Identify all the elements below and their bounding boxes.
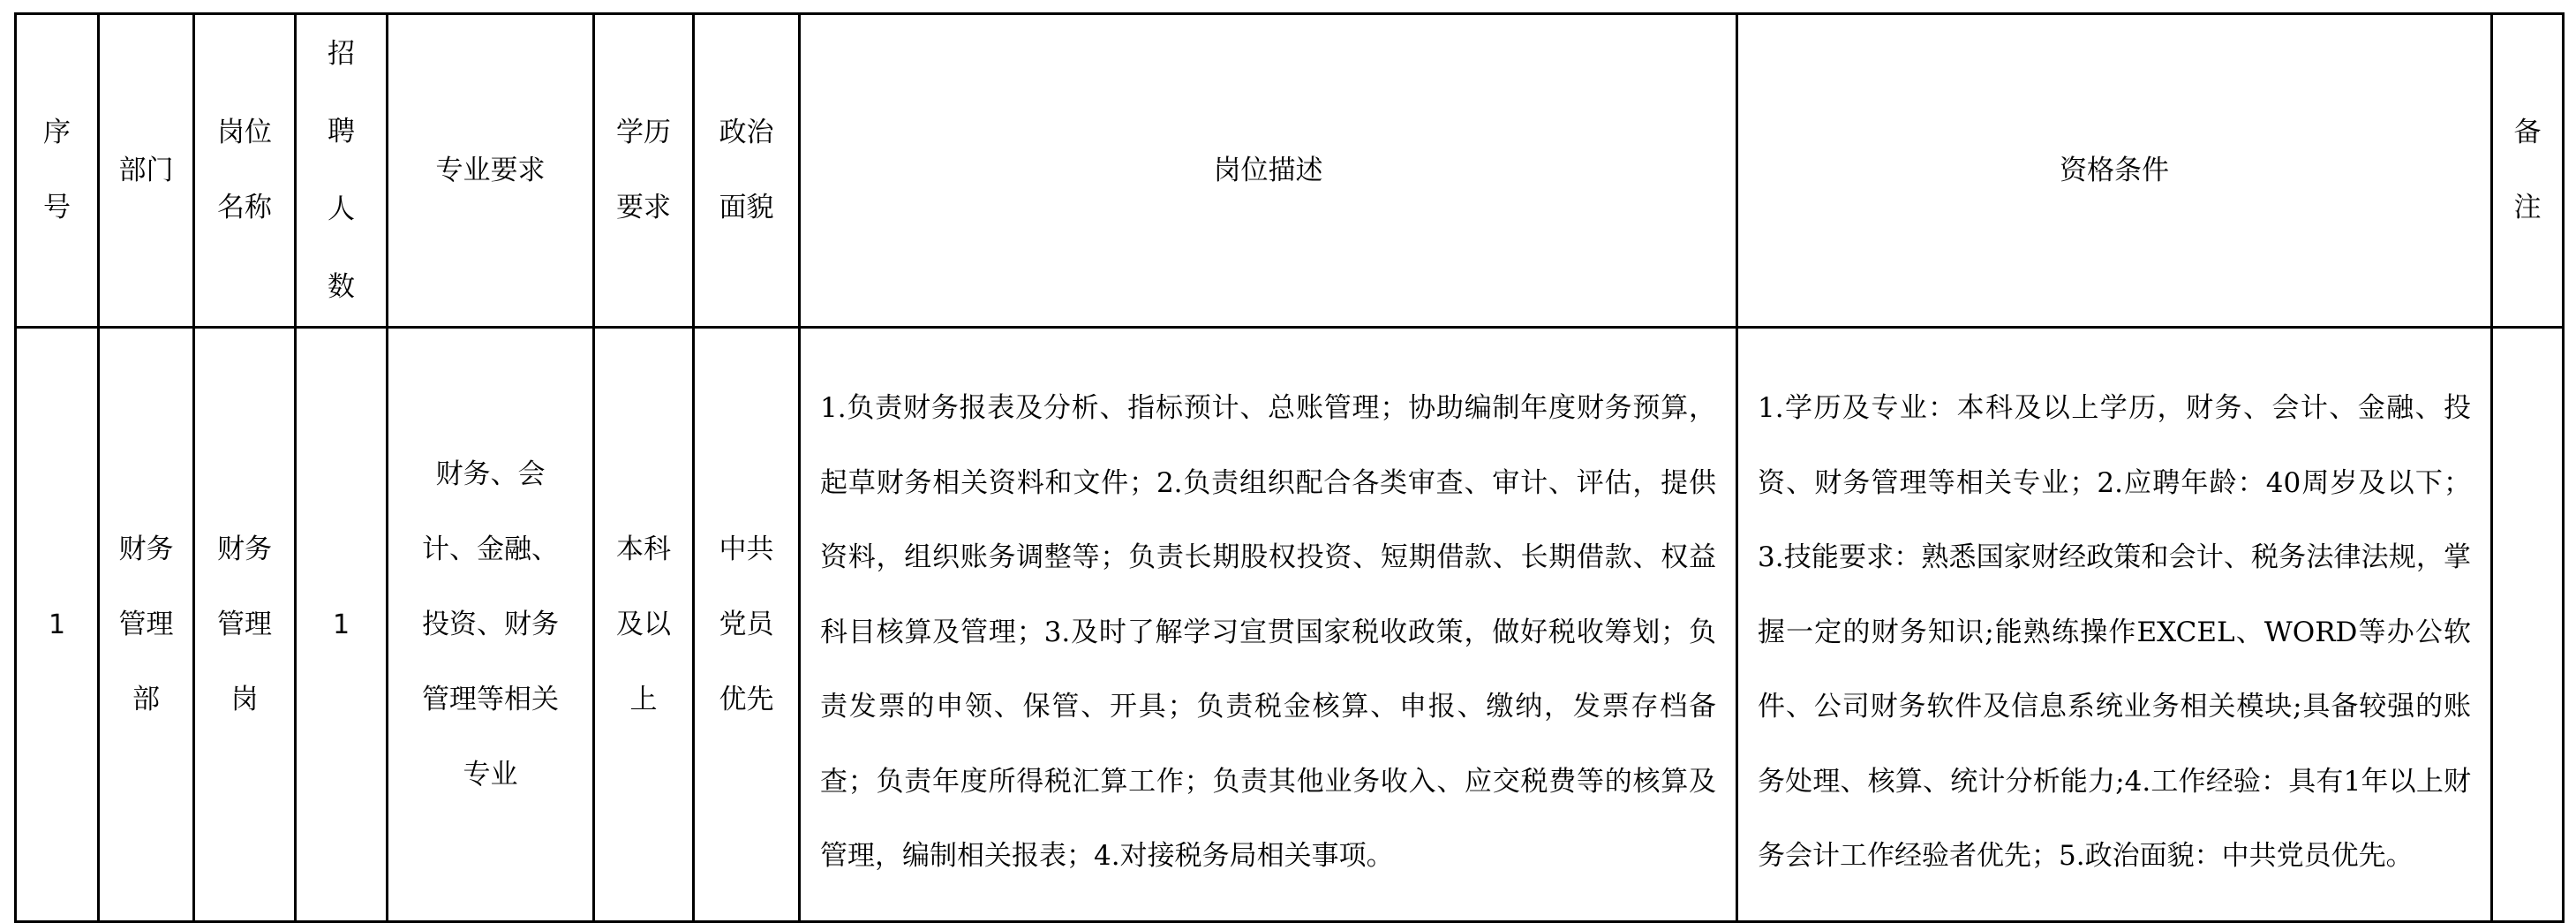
cell-remarks xyxy=(2492,328,2564,922)
cell-dept: 财务管理部 xyxy=(99,328,194,922)
cell-education: 本科及以上 xyxy=(594,328,694,922)
cell-political: 中共党员优先 xyxy=(694,328,800,922)
cell-major: 财务、会计、金融、投资、财务管理等相关专业 xyxy=(388,328,594,922)
cell-qualification: 1.学历及专业：本科及以上学历，财务、会计、金融、投资、财务管理等相关专业；2.应聘年龄：40周岁及以下；3.技能要求：熟悉国家财经政策和会计、税务法律法规，掌握一定的财务知识;能熟练操作EXCEL、WORD等办公软件、公司财务软件及信息系统业务相关模块;具备较强的账务处理、核算、统计分析能力;4.工作经验：具有1年以上财务会计工作经验者优先；5.政治面貌：中共党员优先。 xyxy=(1737,328,2492,922)
cell-description: 1.负责财务报表及分析、指标预计、总账管理；协助编制年度财务预算，起草财务相关资料和文件；2.负责组织配合各类审查、审计、评估，提供资料，组织账务调整等；负责长期股权投资、短期借款、长期借款、权益科目核算及管理；3.及时了解学习宣贯国家税收政策，做好税收筹划；负责发票的申领、保管、开具；负责税金核算、申报、缴纳，发票存档备查；负责年度所得税汇算工作；负责其他业务收入、应交税费等的核算及管理，编制相关报表；4.对接税务局相关事项。 xyxy=(800,328,1737,922)
header-count: 招聘人数 xyxy=(296,14,388,328)
header-row xyxy=(16,14,2564,328)
header-position: 岗位名称 xyxy=(194,14,296,328)
header-major: 专业要求 xyxy=(388,14,594,328)
cell-seq: 1 xyxy=(16,328,99,922)
header-seq: 序号 xyxy=(16,14,99,328)
cell-count: 1 xyxy=(296,328,388,922)
table-row xyxy=(16,328,2564,922)
cell-position: 财务管理岗 xyxy=(194,328,296,922)
header-dept: 部门 xyxy=(99,14,194,328)
header-education: 学历要求 xyxy=(594,14,694,328)
header-remarks: 备注 xyxy=(2492,14,2564,328)
recruitment-table xyxy=(14,12,2565,923)
header-political: 政治面貌 xyxy=(694,14,800,328)
header-qualification: 资格条件 xyxy=(1737,14,2492,328)
header-description: 岗位描述 xyxy=(800,14,1737,328)
